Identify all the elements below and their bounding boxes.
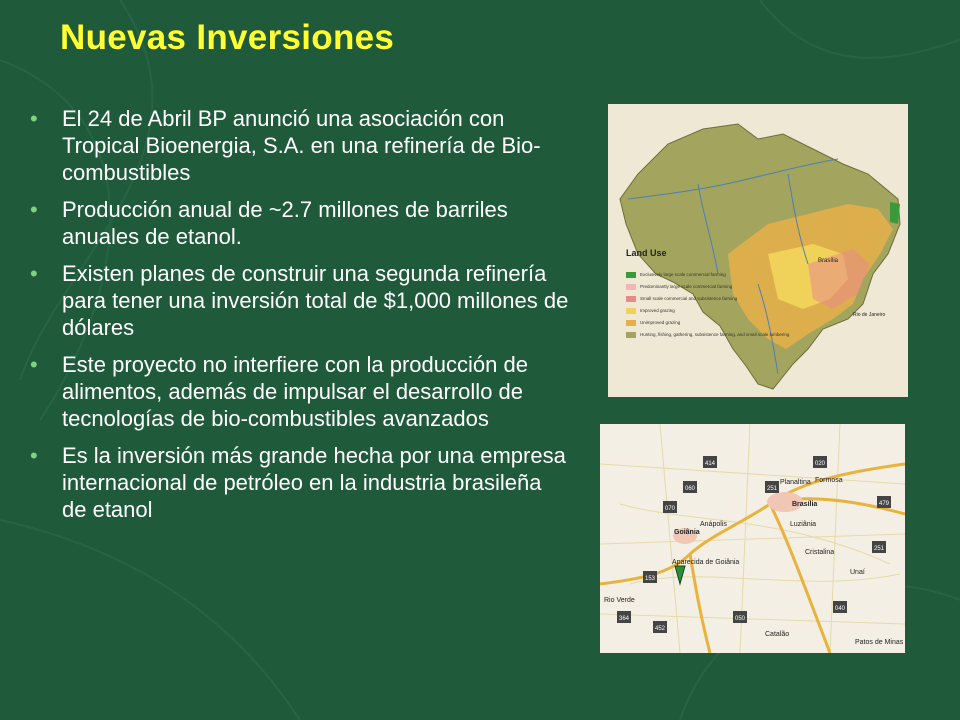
bullet-item (30, 105, 570, 186)
route-badge: 060 (684, 486, 696, 492)
legend-label: Unimproved grazing (640, 320, 681, 325)
route-badge: 479 (878, 501, 890, 507)
bullet-item (30, 196, 570, 250)
bullet-text: Es la inversión más grande hecha por una empresa internacional de petróleo en la industria brasileña de etanol (62, 443, 566, 522)
city-label: Formosa (815, 477, 843, 484)
city-label: Luziânia (790, 521, 817, 528)
city-label: Aparecida de Goiânia (672, 559, 740, 566)
bullet-icon: • (30, 352, 38, 377)
bullet-icon: • (30, 197, 38, 222)
bullet-text: El 24 de Abril BP anunció una asociación con Tropical Bioenergia, S.A. en una refinería de Bio-combustibles (62, 106, 541, 185)
route-badge: 020 (814, 461, 826, 467)
legend-label: Small scale commercial and subsistence farming (640, 296, 738, 301)
bullet-icon: • (30, 106, 38, 131)
legend-label: Improved grazing (640, 308, 675, 313)
city-label: Brasília (792, 501, 818, 508)
bullet-icon: • (30, 443, 38, 468)
city-label: Cristalina (805, 549, 835, 556)
brazil-land-use-map (608, 104, 908, 397)
map-city-label: Brasília (818, 258, 839, 264)
route-badge: 070 (664, 506, 676, 512)
map-city-label: Rio de Janeiro (853, 312, 886, 318)
goias-road-map (600, 424, 905, 653)
brazil-map-image (608, 104, 908, 397)
legend-swatch (626, 320, 636, 326)
route-badge: 251 (766, 486, 778, 492)
city-label: Patos de Minas (855, 639, 904, 646)
location-marker-icon (675, 566, 685, 584)
route-badge: 251 (873, 546, 885, 552)
route-badge: 040 (834, 606, 846, 612)
bullet-icon: • (30, 261, 38, 286)
legend-label: Hunting, fishing, gathering, subsistence farming, and small scale lumbering (640, 332, 790, 337)
legend-swatch (626, 332, 636, 338)
bullet-text: Este proyecto no interfiere con la producción de alimentos, además de impulsar el desarrollo de tecnologías de bio-combustibles avanzados (62, 352, 528, 431)
bullet-text: Existen planes de construir una segunda refinería para tener una inversión total de $1,000 millones de dólares (62, 261, 569, 340)
city-label: Planaltina (780, 479, 811, 486)
city-label: Rio Verde (604, 597, 635, 604)
city-label: Goiânia (674, 529, 700, 536)
route-badge: 452 (654, 626, 666, 632)
route-badge: 414 (704, 461, 716, 467)
legend-label: Predominantly large scale commercial farming (640, 284, 733, 289)
slide-title: Nuevas Inversiones (60, 18, 395, 57)
bullet-item (30, 442, 570, 523)
legend-label: Exclusively large scale commercial farming (640, 272, 726, 277)
bullet-list (30, 105, 570, 533)
bullet-text: Producción anual de ~2.7 millones de barriles anuales de etanol. (62, 197, 508, 249)
land-use-heading: Land Use (626, 248, 667, 258)
legend-swatch (626, 296, 636, 302)
route-badge: 153 (644, 576, 656, 582)
city-label: Unaí (850, 569, 865, 576)
bullet-item (30, 260, 570, 341)
route-badge: 050 (734, 616, 746, 622)
city-label: Catalão (765, 631, 790, 638)
legend-swatch (626, 284, 636, 290)
road-map-image (600, 424, 905, 653)
bullet-item (30, 351, 570, 432)
legend-swatch (626, 272, 636, 278)
route-badge: 364 (618, 616, 630, 622)
legend-swatch (626, 308, 636, 314)
city-label: Anápolis (700, 521, 727, 528)
